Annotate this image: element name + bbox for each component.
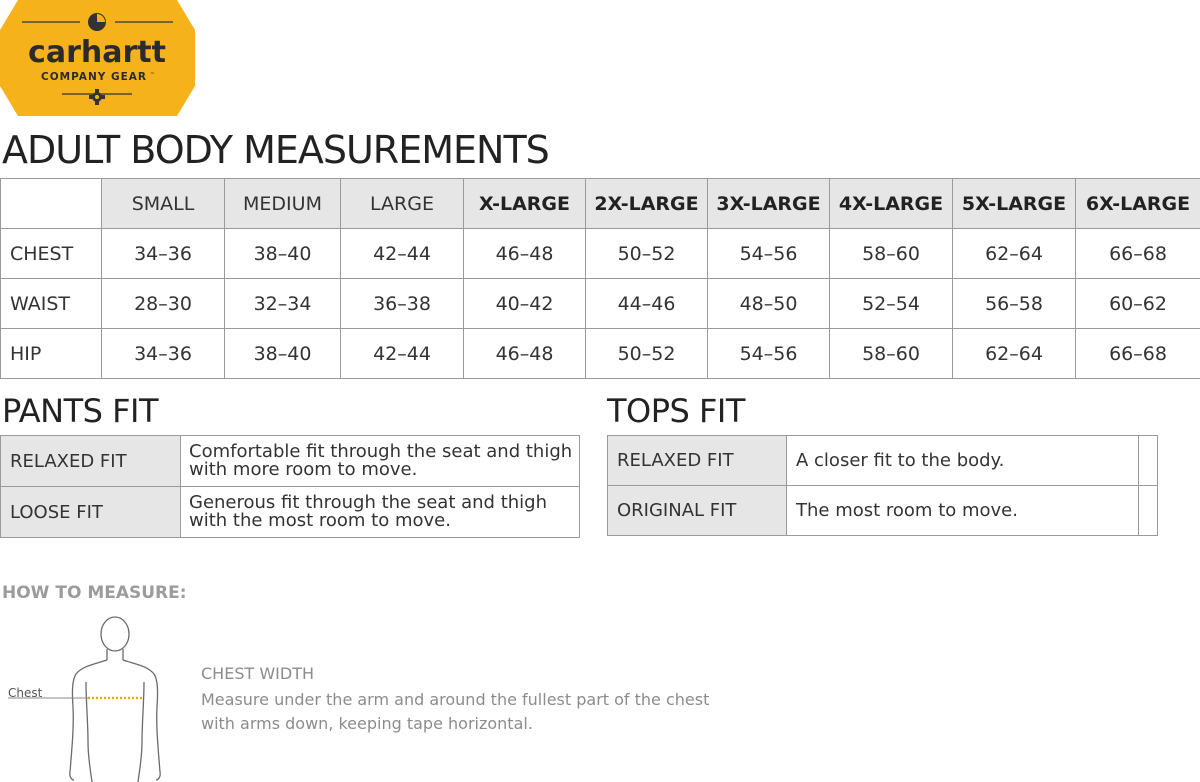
fit-label: RELAXED FIT	[608, 436, 787, 486]
fit-description: Comfortable fit through the seat and thigh with more room to move.	[181, 436, 580, 487]
fit-description: A closer fit to the body.	[787, 436, 1139, 486]
table-cell: 28–30	[102, 279, 225, 329]
table-cell: 42–44	[341, 229, 464, 279]
table-cell: 50–52	[586, 329, 708, 379]
size-header: 5X-LARGE	[953, 179, 1076, 229]
table-cell: 32–34	[225, 279, 341, 329]
chest-width-description: Measure under the arm and around the fullest part of the chest with arms down, keeping tape horizontal.	[201, 690, 710, 733]
size-header-row	[1, 179, 1200, 229]
size-header: SMALL	[102, 179, 225, 229]
carhartt-logo	[0, 0, 195, 116]
table-cell: 36–38	[341, 279, 464, 329]
table-row	[608, 486, 1158, 536]
size-chart-table	[0, 178, 1200, 379]
table-cell: 38–40	[225, 229, 341, 279]
table-cell: 38–40	[225, 329, 341, 379]
pants-fit-table	[0, 435, 580, 538]
how-to-measure-heading: HOW TO MEASURE:	[2, 583, 187, 603]
table-row	[608, 436, 1158, 486]
table-cell: 66–68	[1076, 229, 1200, 279]
blank-cell	[1139, 436, 1158, 486]
size-header: 6X-LARGE	[1076, 179, 1200, 229]
pants-fit-title: PANTS FIT	[2, 392, 158, 430]
table-row	[1, 229, 1200, 279]
logo-sub-text: COMPANY GEAR	[41, 71, 147, 83]
table-row	[1, 436, 580, 487]
logo-badge-icon	[0, 0, 195, 116]
row-label: HIP	[1, 329, 102, 379]
size-header: X-LARGE	[464, 179, 586, 229]
blank-cell	[1139, 486, 1158, 536]
fit-description: The most room to move.	[787, 486, 1139, 536]
table-row	[1, 487, 580, 538]
table-cell: 60–62	[1076, 279, 1200, 329]
table-row	[1, 279, 1200, 329]
table-cell: 52–54	[830, 279, 953, 329]
size-header: LARGE	[341, 179, 464, 229]
row-label: CHEST	[1, 229, 102, 279]
table-cell: 40–42	[464, 279, 586, 329]
tops-fit-title: TOPS FIT	[607, 392, 745, 430]
table-cell: 58–60	[830, 229, 953, 279]
table-cell: 48–50	[708, 279, 830, 329]
table-cell: 66–68	[1076, 329, 1200, 379]
chest-width-title: CHEST WIDTH	[201, 664, 314, 683]
size-header: 4X-LARGE	[830, 179, 953, 229]
table-cell: 54–56	[708, 229, 830, 279]
fit-description: Generous fit through the seat and thigh with the most room to move.	[181, 487, 580, 538]
chest-figure-label: Chest	[8, 686, 43, 700]
table-cell: 42–44	[341, 329, 464, 379]
size-header: 3X-LARGE	[708, 179, 830, 229]
page-title: ADULT BODY MEASUREMENTS	[2, 128, 549, 172]
table-cell: 46–48	[464, 229, 586, 279]
table-cell: 50–52	[586, 229, 708, 279]
fit-label: RELAXED FIT	[1, 436, 181, 487]
logo-brand-text: carhartt	[28, 35, 166, 70]
size-header: 2X-LARGE	[586, 179, 708, 229]
row-label: WAIST	[1, 279, 102, 329]
size-header: MEDIUM	[225, 179, 341, 229]
fit-label: ORIGINAL FIT	[608, 486, 787, 536]
tops-fit-table	[607, 435, 1158, 536]
table-cell: 46–48	[464, 329, 586, 379]
svg-text:™: ™	[150, 72, 155, 78]
table-cell: 44–46	[586, 279, 708, 329]
table-row	[1, 329, 1200, 379]
header-blank-cell	[1, 179, 102, 229]
table-cell: 34–36	[102, 229, 225, 279]
table-cell: 58–60	[830, 329, 953, 379]
fit-label: LOOSE FIT	[1, 487, 181, 538]
table-cell: 56–58	[953, 279, 1076, 329]
table-cell: 34–36	[102, 329, 225, 379]
table-cell: 62–64	[953, 229, 1076, 279]
table-cell: 54–56	[708, 329, 830, 379]
table-cell: 62–64	[953, 329, 1076, 379]
